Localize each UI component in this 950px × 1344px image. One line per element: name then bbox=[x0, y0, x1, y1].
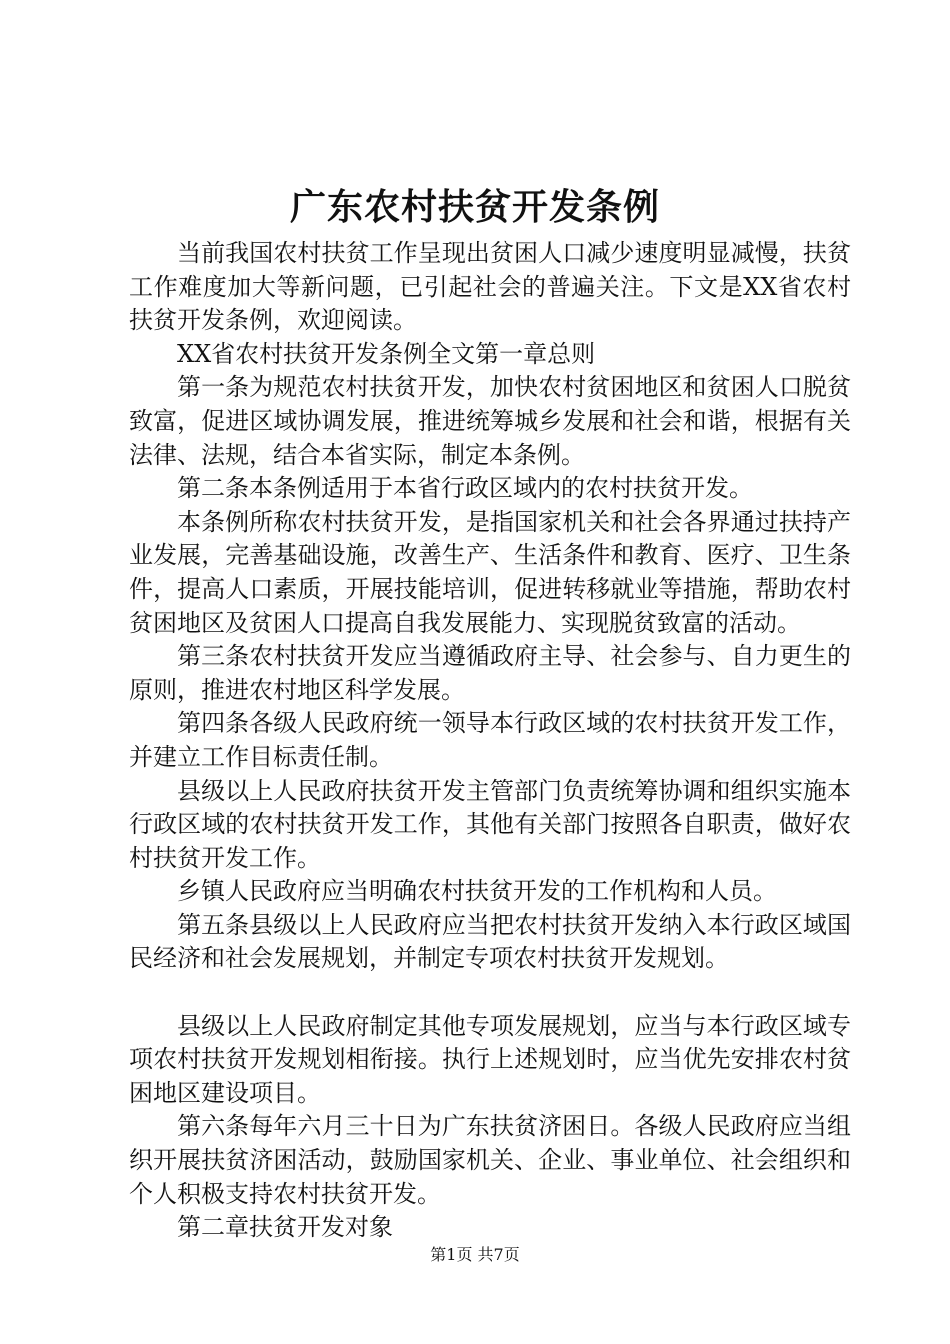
paragraph-article-2-definition: 本条例所称农村扶贫开发，是指国家机关和社会各界通过扶持产业发展，完善基础设施，改善生产、生活条件和教育、医疗、卫生条件，提高人口素质，开展技能培训，促进转移就业等措施，帮助农村贫困地区及贫困人口提高自我发展能力、实现脱贫致富的活动。 bbox=[129, 507, 851, 637]
paragraph-article-5: 第五条县级以上人民政府应当把农村扶贫开发纳入本行政区域国民经济和社会发展规划，并制定专项农村扶贫开发规划。 bbox=[129, 910, 851, 973]
paragraph-article-1: 第一条为规范农村扶贫开发，加快农村贫困地区和贫困人口脱贫致富，促进区域协调发展，推进统筹城乡发展和社会和谐，根据有关法律、法规，结合本省实际，制定本条例。 bbox=[129, 373, 851, 469]
paragraph-chapter-2-heading: 第二章扶贫开发对象 bbox=[177, 1213, 393, 1242]
paragraph-article-6: 第六条每年六月三十日为广东扶贫济困日。各级人民政府应当组织开展扶贫济困活动，鼓励国家机关、企业、事业单位、社会组织和个人积极支持农村扶贫开发。 bbox=[129, 1112, 851, 1208]
paragraph-article-5-clause-2: 县级以上人民政府制定其他专项发展规划，应当与本行政区域专项农村扶贫开发规划相衔接。执行上述规划时，应当优先安排农村贫困地区建设项目。 bbox=[129, 1011, 851, 1107]
paragraph-article-3: 第三条农村扶贫开发应当遵循政府主导、社会参与、自力更生的原则，推进农村地区科学发展。 bbox=[129, 642, 851, 704]
paragraph-article-4-clause-3: 乡镇人民政府应当明确农村扶贫开发的工作机构和人员。 bbox=[177, 877, 777, 906]
document-body bbox=[129, 237, 851, 1245]
paragraph-article-2: 第二条本条例适用于本省行政区域内的农村扶贫开发。 bbox=[177, 474, 753, 503]
paragraph-article-4-clause-2: 县级以上人民政府扶贫开发主管部门负责统筹协调和组织实施本行政区域的农村扶贫开发工作，其他有关部门按照各自职责，做好农村扶贫开发工作。 bbox=[129, 776, 851, 872]
paragraph-intro: 当前我国农村扶贫工作呈现出贫困人口减少速度明显减慢，扶贫工作难度加大等新问题，已引起社会的普遍关注。下文是XX省农村扶贫开发条例，欢迎阅读。 bbox=[129, 239, 851, 335]
paragraph-article-4: 第四条各级人民政府统一领导本行政区域的农村扶贫开发工作，并建立工作目标责任制。 bbox=[129, 709, 851, 771]
page-number-footer: 第1页 共7页 bbox=[430, 1245, 520, 1264]
document-title: 广东农村扶贫开发条例 bbox=[289, 186, 660, 228]
paragraph-chapter-1-heading: XX省农村扶贫开发条例全文第一章总则 bbox=[177, 339, 596, 368]
